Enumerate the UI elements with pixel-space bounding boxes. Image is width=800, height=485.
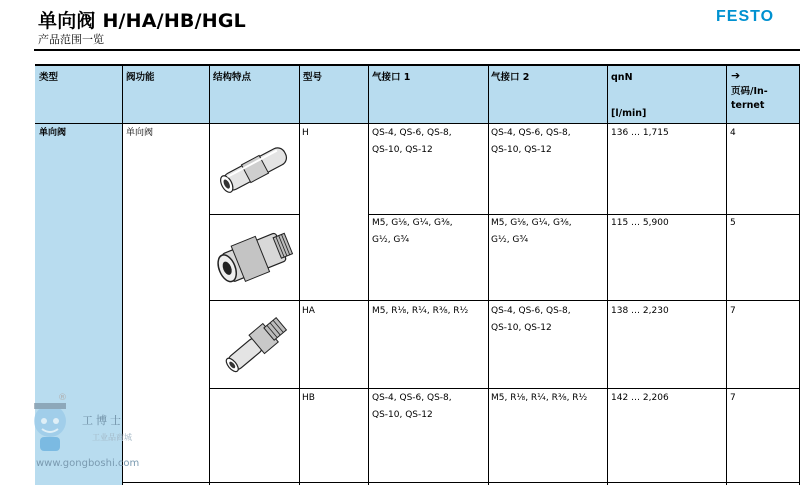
port2-cell: M5, R⅛, R¼, R⅜, R½ [491,393,588,403]
port1-cell: M5, R⅛, R¼, R⅜, R½ [372,306,469,316]
port2-cell: M5, G⅛, G¼, G⅜, [491,218,572,228]
model-cell: HB [302,393,315,403]
qn-cell: 142 … 2,206 [611,393,669,403]
col-divider [299,64,300,485]
watermark-reg: ® [58,393,70,403]
row-divider [209,388,799,389]
qn-cell: 136 … 1,715 [611,128,669,138]
header-valve-function: 阀功能 [126,72,155,83]
header-qn: qnN [611,72,633,83]
watermark-sub: 工业品商城 [92,433,132,442]
page-link[interactable]: 5 [730,218,736,228]
col-divider [209,64,210,485]
header-model: 型号 [303,72,323,83]
qn-cell: 115 … 5,900 [611,218,669,228]
header-port-1: 气接口 1 [372,72,411,83]
header-design: 结构特点 [213,72,252,83]
function-cell: 单向阀 [126,128,154,138]
product-image-h-threaded [213,216,297,298]
row-divider [209,300,799,301]
model-cell: HA [302,306,315,316]
title-models: H/HA/HB/HGL [102,10,246,32]
port1-cell: G½, G¾ [372,235,410,245]
watermark-name: 工博士 [82,414,124,427]
port2-cell: QS-4, QS-6, QS-8, [491,306,571,316]
port1-cell: QS-4, QS-6, QS-8, [372,128,452,138]
product-table [35,64,800,485]
col-divider [488,64,489,485]
watermark-mascot-icon [20,395,80,457]
page-link[interactable]: 4 [730,128,736,138]
model-cell: H [302,128,309,138]
product-image-ha [217,304,295,386]
port2-cell: G½, G¾ [491,235,529,245]
row-divider [209,214,299,215]
port2-cell: QS-4, QS-6, QS-8, [491,128,571,138]
port2-cell: QS-10, QS-12 [491,145,552,155]
port1-cell: QS-4, QS-6, QS-8, [372,393,452,403]
page-title: 单向阀 H/HA/HB/HGL [38,10,246,32]
port1-cell: QS-10, QS-12 [372,410,433,420]
header-port-2: 气接口 2 [491,72,530,83]
col-divider [368,64,369,485]
row-divider [122,482,799,483]
watermark-url: www.gongboshi.com [36,458,140,469]
port1-cell: QS-10, QS-12 [372,145,433,155]
header-type: 类型 [39,72,59,83]
port2-cell: QS-10, QS-12 [491,323,552,333]
page-link[interactable]: 7 [730,306,736,316]
header-page-2: ternet [731,100,765,111]
festo-logo: FESTO [716,8,775,25]
port1-cell: M5, G⅛, G¼, G⅜, [372,218,453,228]
arrow-icon: ➔ [731,69,741,82]
type-cell: 单向阀 [39,128,67,138]
qn-cell: 138 … 2,230 [611,306,669,316]
header-page: 页码/In- [731,86,768,97]
product-image-h-push-in [215,128,295,210]
page-subtitle: 产品范围一览 [38,33,104,46]
col-divider [726,64,727,485]
page-link[interactable]: 7 [730,393,736,403]
col-divider [607,64,608,485]
title-divider [34,49,800,51]
header-qn-unit: [l/min] [611,108,647,119]
